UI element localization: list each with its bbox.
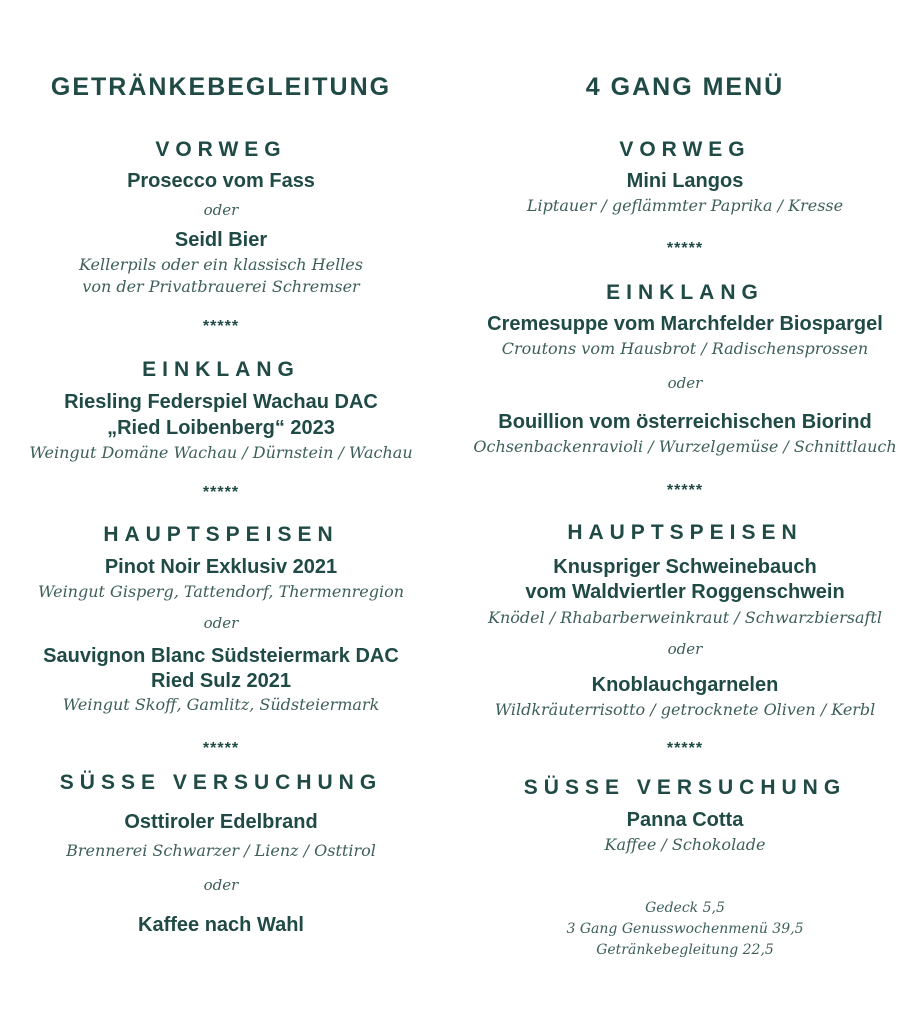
drinks-vorweg-desc-line-2: von der Privatbrauerei Schremser bbox=[82, 277, 360, 296]
drinks-haupt-oder: oder bbox=[203, 614, 239, 632]
separator-stars: ***** bbox=[666, 740, 704, 757]
drinks-einklang-item-line-2: „Ried Loibenberg“ 2023 bbox=[107, 417, 335, 439]
drinks-suesse-oder: oder bbox=[203, 876, 239, 894]
menu-suesse-desc: Kaffee / Schokolade bbox=[604, 835, 766, 854]
drinks-suesse-item-1: Osttiroler Edelbrand bbox=[124, 811, 318, 833]
menu-einklang-item-2: Bouillion vom österreichischen Biorind bbox=[498, 411, 872, 433]
menu-haupt-desc-1: Knödel / Rhabarberweinkraut / Schwarzbiersaftl bbox=[488, 608, 882, 627]
drinks-suesse-heading: SÜSSE VERSUCHUNG bbox=[59, 771, 383, 794]
menu-einklang-desc-1: Croutons vom Hausbrot / Radischensprossen bbox=[501, 339, 869, 358]
separator-stars: ***** bbox=[666, 482, 704, 499]
menu-haupt-item-1-line-2: vom Waldviertler Roggenschwein bbox=[525, 581, 845, 603]
menu-haupt-oder: oder bbox=[667, 640, 703, 658]
drinks-haupt-heading: HAUPTSPEISEN bbox=[103, 523, 339, 546]
drinks-vorweg-desc-line-1: Kellerpils oder ein klassisch Helles bbox=[79, 255, 363, 274]
drinks-vorweg-oder: oder bbox=[203, 201, 239, 219]
menu-suesse-heading: SÜSSE VERSUCHUNG bbox=[523, 776, 847, 799]
drinks-haupt-desc-1: Weingut Gisperg, Tattendorf, Thermenregion bbox=[37, 582, 405, 601]
drinks-haupt-item-2-line-1: Sauvignon Blanc Südsteiermark DAC bbox=[43, 645, 399, 667]
drinks-vorweg-item-2: Seidl Bier bbox=[174, 229, 268, 251]
price-getraenkebegleitung: Getränkebegleitung 22,5 bbox=[596, 942, 774, 958]
menu-haupt-heading: HAUPTSPEISEN bbox=[567, 521, 803, 544]
drinks-suesse-item-2: Kaffee nach Wahl bbox=[138, 914, 304, 936]
menu-vorweg-heading: VORWEG bbox=[619, 138, 751, 161]
menu-einklang-desc-2: Ochsenbackenravioli / Wurzelgemüse / Schnittlauch bbox=[473, 437, 897, 456]
separator-stars: ***** bbox=[202, 484, 240, 501]
menu-einklang-item-1: Cremesuppe vom Marchfelder Biospargel bbox=[487, 313, 883, 335]
drinks-vorweg-heading: VORWEG bbox=[155, 138, 287, 161]
drinks-haupt-item-2-line-2: Ried Sulz 2021 bbox=[150, 670, 292, 692]
drinks-einklang-heading: EINKLANG bbox=[142, 358, 300, 381]
drinks-haupt-item-1: Pinot Noir Exklusiv 2021 bbox=[104, 556, 338, 578]
separator-stars: ***** bbox=[666, 240, 704, 257]
drinks-vorweg-item-1: Prosecco vom Fass bbox=[127, 170, 315, 192]
menu-haupt-desc-2: Wildkräuterrisotto / getrocknete Oliven / Kerbl bbox=[494, 700, 876, 719]
menu-einklang-heading: EINKLANG bbox=[606, 281, 764, 304]
menu-suesse-item: Panna Cotta bbox=[626, 809, 744, 831]
drinks-haupt-desc-2: Weingut Skoff, Gamlitz, Südsteiermark bbox=[62, 695, 380, 714]
menu-vorweg-item: Mini Langos bbox=[626, 170, 744, 192]
price-gedeck: Gedeck 5,5 bbox=[645, 900, 725, 916]
separator-stars: ***** bbox=[202, 318, 240, 335]
menu-einklang-oder: oder bbox=[667, 374, 703, 392]
drinks-title: GETRÄNKEBEGLEITUNG bbox=[50, 73, 392, 101]
separator-stars: ***** bbox=[202, 740, 240, 757]
drinks-einklang-desc: Weingut Domäne Wachau / Dürnstein / Wachau bbox=[29, 443, 413, 462]
menu-title: 4 GANG MENÜ bbox=[585, 73, 785, 101]
drinks-suesse-desc-1: Brennerei Schwarzer / Lienz / Osttirol bbox=[66, 841, 376, 860]
menu-haupt-item-2: Knoblauchgarnelen bbox=[591, 674, 779, 696]
menu-haupt-item-1-line-1: Knuspriger Schweinebauch bbox=[553, 556, 817, 578]
menu-vorweg-desc: Liptauer / geflämmter Paprika / Kresse bbox=[526, 196, 844, 215]
price-3-gang-menu: 3 Gang Genusswochenmenü 39,5 bbox=[566, 921, 804, 937]
drinks-einklang-item-line-1: Riesling Federspiel Wachau DAC bbox=[64, 391, 378, 413]
